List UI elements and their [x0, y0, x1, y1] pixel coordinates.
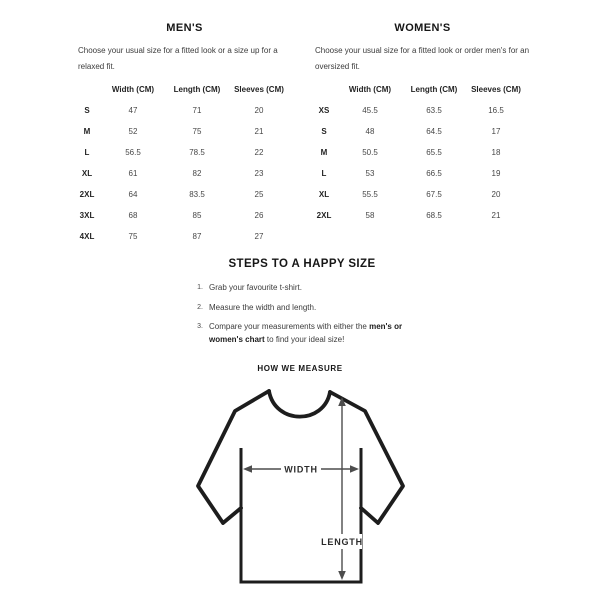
sleeves-value: 23	[254, 169, 264, 178]
size-label: XS	[318, 106, 330, 115]
sleeves-value: 19	[491, 169, 501, 178]
mens-description-line: Choose your usual size for a fitted look or a size up for a	[78, 46, 278, 55]
sleeves-value: 21	[254, 127, 264, 136]
length-arrow	[321, 397, 363, 580]
width-value: 45.5	[362, 106, 378, 115]
width-value: 55.5	[362, 190, 378, 199]
womens-table-row	[315, 121, 530, 142]
width-value: 48	[365, 127, 375, 136]
mens-table-row	[78, 142, 291, 163]
width-value: 56.5	[125, 148, 141, 157]
womens-table-row	[315, 205, 530, 226]
womens-table-header-row	[315, 79, 530, 100]
length-value: 64.5	[426, 127, 442, 136]
mens-title: MEN'S	[166, 22, 203, 34]
step-number: 1.	[197, 284, 203, 291]
mens-description	[78, 43, 291, 75]
sleeves-value: 27	[254, 232, 264, 241]
step-text: Measure the width and length.	[209, 302, 317, 312]
mens-size-table	[78, 79, 291, 247]
tshirt-outline	[198, 391, 403, 582]
womens-description	[315, 43, 530, 75]
steps-title: STEPS TO A HAPPY SIZE	[228, 258, 376, 270]
sleeves-value: 26	[254, 211, 264, 220]
womens-table-row	[315, 163, 530, 184]
sleeves-value: 20	[491, 190, 501, 199]
length-arrow-label: LENGTH	[321, 537, 363, 547]
mens-table-row	[78, 163, 291, 184]
womens-size-table	[315, 79, 530, 226]
step-text-line	[209, 333, 402, 346]
mens-table-row	[78, 184, 291, 205]
step-text	[209, 320, 402, 346]
sleeves-column-header: Sleeves (CM)	[234, 85, 284, 94]
step-item	[196, 320, 456, 346]
length-value: 85	[192, 211, 202, 220]
step-text-normal: to find your ideal size!	[264, 335, 345, 344]
womens-title: WOMEN'S	[394, 22, 451, 34]
length-column-header: Length (CM)	[410, 85, 458, 94]
width-column-header: Width (CM)	[348, 85, 392, 94]
size-label: S	[84, 106, 90, 115]
size-label: M	[320, 148, 328, 157]
mens-table-row	[78, 100, 291, 121]
length-value: 67.5	[426, 190, 442, 199]
length-value: 75	[192, 127, 202, 136]
sleeves-value: 20	[254, 106, 264, 115]
sleeves-value: 21	[491, 211, 501, 220]
step-number: 3.	[197, 323, 203, 330]
width-value: 58	[365, 211, 375, 220]
womens-section	[315, 22, 530, 226]
length-value: 83.5	[189, 190, 205, 199]
length-value: 65.5	[426, 148, 442, 157]
size-label: L	[321, 169, 327, 178]
womens-table-row	[315, 100, 530, 121]
mens-table-row	[78, 226, 291, 247]
length-value: 82	[192, 169, 202, 178]
womens-table-row	[315, 184, 530, 205]
womens-description-line: Choose your usual size for a fitted look or order men's for an	[315, 46, 530, 55]
length-value: 87	[192, 232, 202, 241]
step-text-line	[209, 320, 402, 333]
sleeves-value: 16.5	[488, 106, 504, 115]
size-label: XL	[318, 190, 330, 199]
step-item	[196, 281, 456, 294]
womens-description-line: oversized fit.	[315, 62, 360, 71]
mens-table-row	[78, 121, 291, 142]
width-value: 47	[128, 106, 138, 115]
width-value: 50.5	[362, 148, 378, 157]
size-label: 4XL	[79, 232, 95, 241]
size-label: S	[321, 127, 327, 136]
mens-table-header-row	[78, 79, 291, 100]
sleeves-value: 25	[254, 190, 264, 199]
size-label: 2XL	[316, 211, 332, 220]
step-text-bold: men's or	[369, 322, 403, 331]
length-value: 66.5	[426, 169, 442, 178]
length-value: 63.5	[426, 106, 442, 115]
length-value: 68.5	[426, 211, 442, 220]
how-we-measure-title: HOW WE MEASURE	[257, 364, 343, 373]
size-label: 3XL	[79, 211, 95, 220]
length-column-header: Length (CM)	[173, 85, 221, 94]
step-text-bold: women's chart	[209, 335, 265, 344]
womens-table-row	[315, 142, 530, 163]
step-item	[196, 301, 456, 314]
sleeves-column-header: Sleeves (CM)	[471, 85, 521, 94]
width-value: 53	[365, 169, 375, 178]
width-value: 61	[128, 169, 138, 178]
size-label: XL	[81, 169, 93, 178]
step-number: 2.	[197, 303, 203, 311]
sleeves-value: 22	[254, 148, 264, 157]
sleeves-value: 17	[491, 127, 501, 136]
size-label: M	[83, 127, 91, 136]
length-value: 78.5	[189, 148, 205, 157]
step-text-normal: Compare your measurements with either the	[209, 322, 370, 331]
width-arrow-label: WIDTH	[284, 464, 318, 475]
width-value: 64	[128, 190, 138, 199]
mens-table-row	[78, 205, 291, 226]
mens-section	[78, 22, 291, 247]
width-value: 68	[128, 211, 138, 220]
width-column-header: Width (CM)	[111, 85, 155, 94]
sleeves-value: 18	[491, 148, 501, 157]
mens-description-line: relaxed fit.	[78, 62, 115, 71]
length-value: 71	[192, 106, 202, 115]
size-label: L	[84, 148, 90, 157]
size-label: 2XL	[79, 190, 95, 199]
tshirt-measure-diagram	[185, 383, 415, 593]
steps-list	[196, 281, 456, 353]
width-value: 75	[128, 232, 138, 241]
width-value: 52	[128, 127, 138, 136]
step-text: Grab your favourite t-shirt.	[209, 283, 302, 292]
